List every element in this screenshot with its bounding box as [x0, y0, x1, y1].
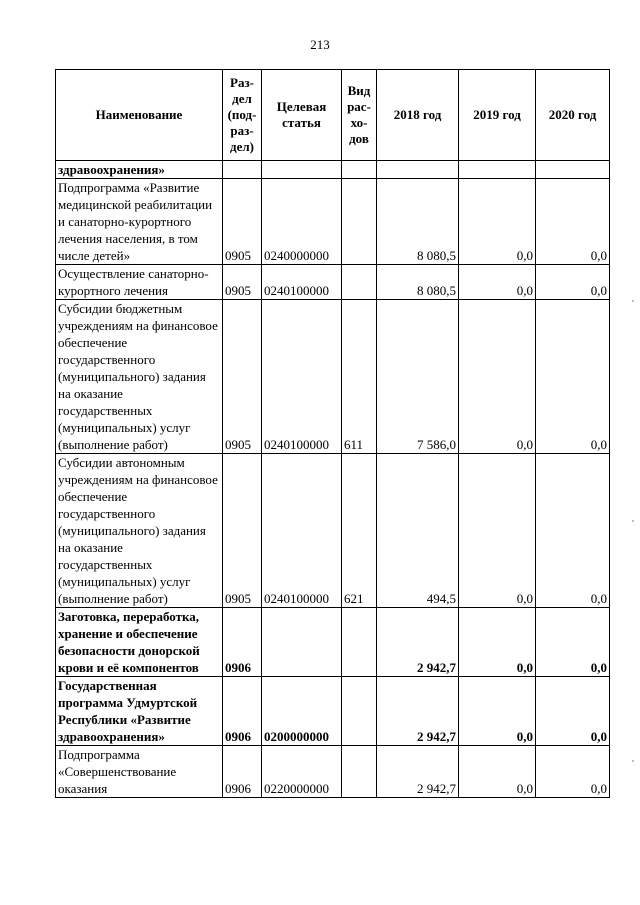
table-row	[56, 608, 610, 677]
table-cell-target: 0200000000	[262, 677, 342, 746]
table-body	[56, 161, 610, 798]
table-cell-section: 0905	[223, 300, 262, 454]
table-cell-2020: 0,0	[536, 608, 610, 677]
table-cell-2018: 494,5	[377, 454, 459, 608]
table-header	[56, 70, 610, 161]
table-row	[56, 265, 610, 300]
table-cell-section	[223, 161, 262, 179]
header-2019: 2019 год	[459, 70, 536, 161]
table-cell-2018: 2 942,7	[377, 677, 459, 746]
header-2018: 2018 год	[377, 70, 459, 161]
table-cell-target	[262, 608, 342, 677]
table-cell-2019: 0,0	[459, 608, 536, 677]
table-cell-2018: 2 942,7	[377, 746, 459, 798]
table-cell-2020: 0,0	[536, 677, 610, 746]
table-cell-2019: 0,0	[459, 677, 536, 746]
table-cell-2020: 0,0	[536, 300, 610, 454]
budget-table	[55, 69, 610, 798]
table-cell-2019: 0,0	[459, 265, 536, 300]
table-cell-2020: 0,0	[536, 265, 610, 300]
table-cell-2018	[377, 161, 459, 179]
table-row	[56, 677, 610, 746]
table-cell-name: Подпрограмма «Развитие медицинской реабилитации и санаторно-курортного лечения населения, в том числе детей»	[56, 179, 223, 265]
header-2020: 2020 год	[536, 70, 610, 161]
table-cell-name: Субсидии автономным учреждениям на финансовое обеспечение государственного (муниципального) задания на оказание государственных (муниципальных) услуг (выполнение работ)	[56, 454, 223, 608]
table-cell-name: Заготовка, переработка, хранение и обеспечение безопасности донорской крови и её компонентов	[56, 608, 223, 677]
table-cell-section: 0906	[223, 677, 262, 746]
table-cell-2020: 0,0	[536, 179, 610, 265]
table-cell-expense-type	[342, 161, 377, 179]
table-cell-2020	[536, 161, 610, 179]
table-cell-target: 0240100000	[262, 454, 342, 608]
table-row	[56, 179, 610, 265]
table-cell-target: 0240100000	[262, 300, 342, 454]
table-cell-name: Государственная программа Удмуртской Республики «Развитие здравоохранения»	[56, 677, 223, 746]
table-row	[56, 454, 610, 608]
table-cell-2019: 0,0	[459, 454, 536, 608]
table-cell-name: Подпрограмма «Совершенствование оказания	[56, 746, 223, 798]
table-cell-expense-type	[342, 179, 377, 265]
table-cell-section: 0905	[223, 179, 262, 265]
table-cell-2019: 0,0	[459, 179, 536, 265]
table-cell-target: 0240100000	[262, 265, 342, 300]
table-cell-expense-type: 621	[342, 454, 377, 608]
table-cell-2018: 8 080,5	[377, 265, 459, 300]
table-cell-section: 0905	[223, 454, 262, 608]
table-row	[56, 300, 610, 454]
table-cell-section: 0906	[223, 608, 262, 677]
table-cell-2018: 7 586,0	[377, 300, 459, 454]
table-cell-2019	[459, 161, 536, 179]
table-cell-expense-type	[342, 608, 377, 677]
table-cell-name: здравоохранения»	[56, 161, 223, 179]
table-cell-expense-type: 611	[342, 300, 377, 454]
table-cell-section: 0906	[223, 746, 262, 798]
header-name: Наименование	[56, 70, 223, 161]
table-cell-name: Субсидии бюджетным учреждениям на финансовое обеспечение государственного (муниципального) задания на оказание государственных (муниципальных) услуг (выполнение работ)	[56, 300, 223, 454]
table-cell-target	[262, 161, 342, 179]
table-row	[56, 746, 610, 798]
page-number: 213	[310, 37, 330, 52]
table-cell-name: Осуществление санаторно-курортного лечения	[56, 265, 223, 300]
table-cell-2018: 8 080,5	[377, 179, 459, 265]
table-cell-2019: 0,0	[459, 300, 536, 454]
table-cell-expense-type	[342, 265, 377, 300]
table-row	[56, 161, 610, 179]
table-cell-expense-type	[342, 677, 377, 746]
table-cell-target: 0220000000	[262, 746, 342, 798]
table-cell-2020: 0,0	[536, 454, 610, 608]
header-target: Целевая статья	[262, 70, 342, 161]
table-cell-target: 0240000000	[262, 179, 342, 265]
table-cell-expense-type	[342, 746, 377, 798]
table-cell-2019: 0,0	[459, 746, 536, 798]
header-expense-type: Вид рас- хо- дов	[342, 70, 377, 161]
header-section: Раз- дел (под- раз- дел)	[223, 70, 262, 161]
table-cell-2018: 2 942,7	[377, 608, 459, 677]
table-cell-section: 0905	[223, 265, 262, 300]
table-cell-2020: 0,0	[536, 746, 610, 798]
